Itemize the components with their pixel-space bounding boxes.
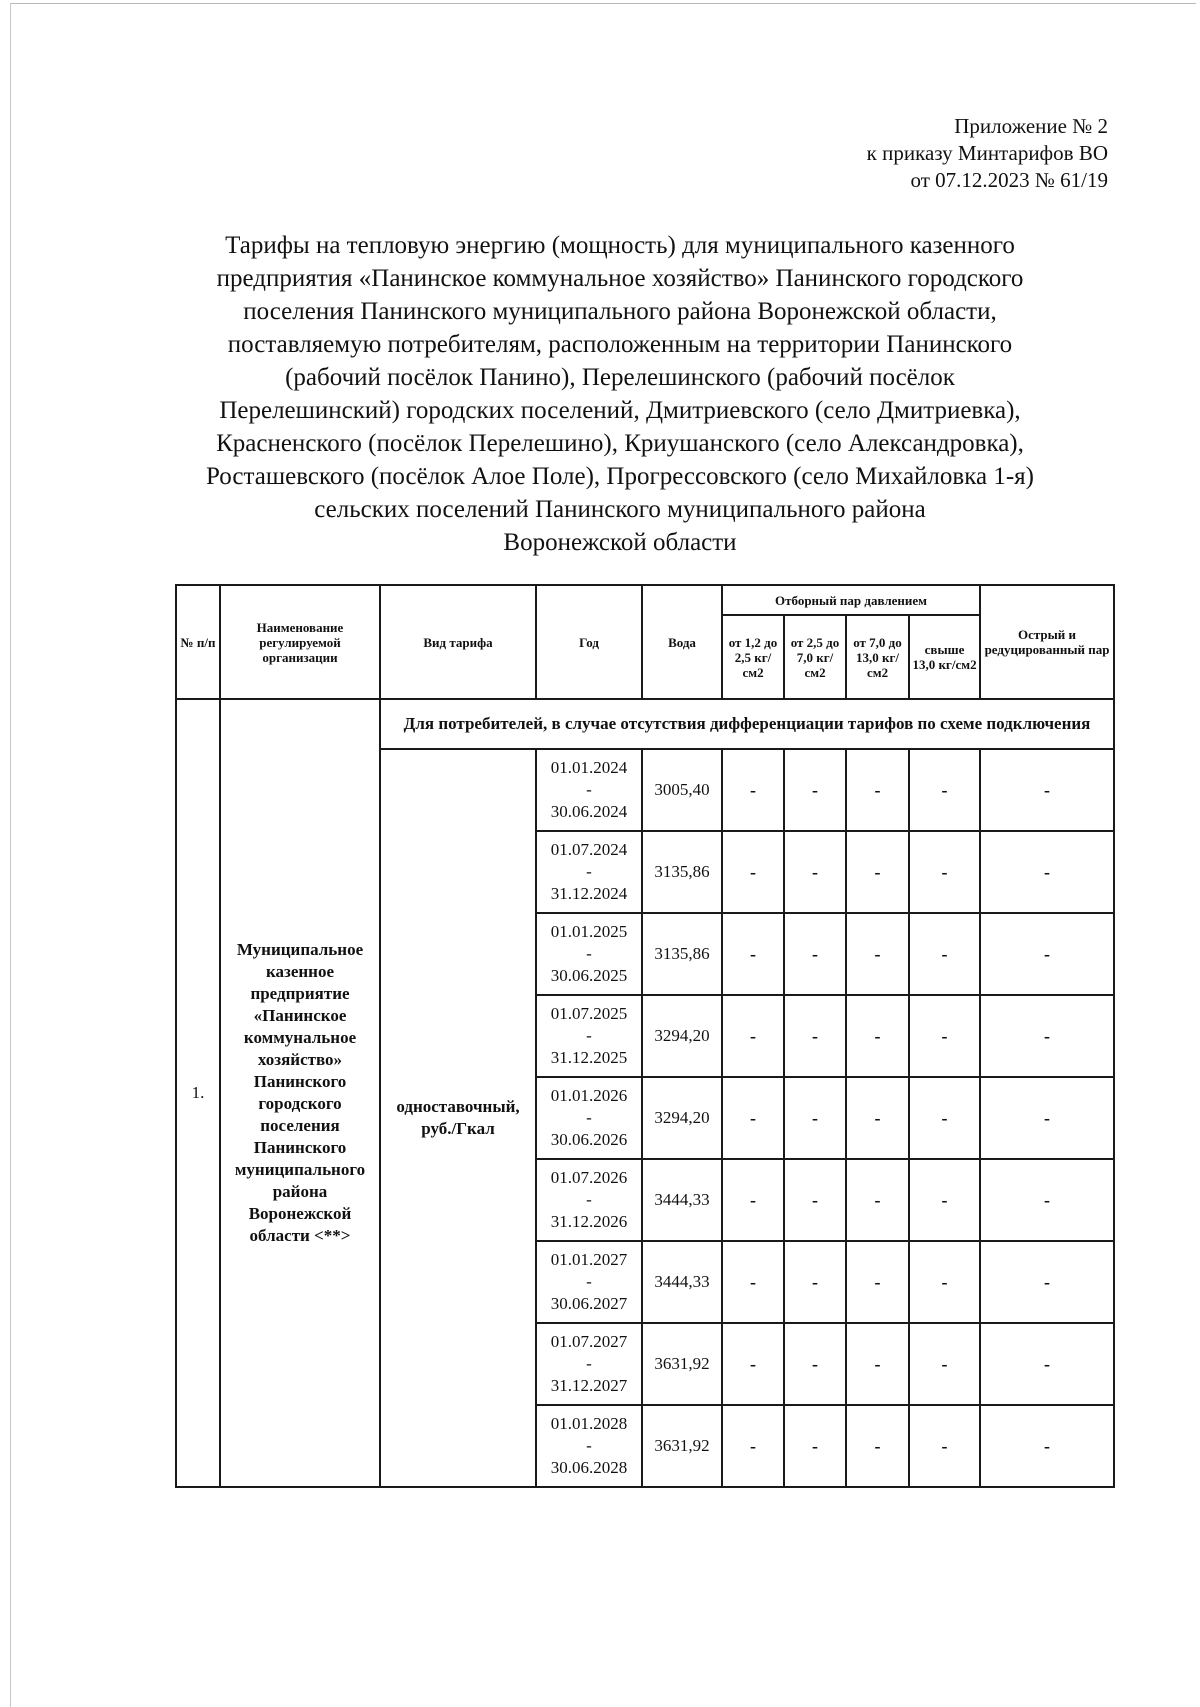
period-end: 30.06.2024 (550, 802, 628, 821)
steam-3-value: - (846, 1159, 909, 1241)
tariff-table (175, 584, 1115, 1488)
period-start: 01.07.2026 (550, 1168, 628, 1187)
sharp-steam-value: - (980, 1077, 1114, 1159)
steam-3-value: - (846, 913, 909, 995)
sharp-steam-value: - (980, 831, 1114, 913)
period-cell (536, 1077, 642, 1159)
water-tariff: 3631,92 (642, 1323, 722, 1405)
steam-4-value: - (909, 1405, 980, 1487)
steam-3-value: - (846, 749, 909, 831)
header-steam-1-2-5: от 1,2 до 2,5 кг/см2 (722, 615, 784, 699)
period-end: 31.12.2026 (550, 1212, 628, 1231)
steam-3-value: - (846, 1077, 909, 1159)
period-end: 30.06.2025 (550, 966, 628, 985)
water-tariff: 3135,86 (642, 831, 722, 913)
steam-3-value: - (846, 831, 909, 913)
title-line: Красненского (посёлок Перелешино), Криушанского (село Александровка), (216, 430, 1024, 457)
steam-2-value: - (784, 831, 846, 913)
period-separator: - (586, 1190, 592, 1209)
period-separator: - (586, 862, 592, 881)
period-cell (536, 1159, 642, 1241)
period-end: 30.06.2027 (550, 1294, 628, 1313)
period-end: 30.06.2026 (550, 1130, 628, 1149)
period-start: 01.07.2027 (550, 1332, 628, 1351)
period-cell (536, 913, 642, 995)
steam-2-value: - (784, 1323, 846, 1405)
document-title (150, 229, 1090, 559)
period-cell (536, 1323, 642, 1405)
period-cell (536, 831, 642, 913)
header-steam-2-5-7: от 2,5 до 7,0 кг/см2 (784, 615, 846, 699)
steam-2-value: - (784, 1159, 846, 1241)
header-steam-over-13: свыше 13,0 кг/см2 (909, 615, 980, 699)
sharp-steam-value: - (980, 1241, 1114, 1323)
steam-4-value: - (909, 1077, 980, 1159)
appendix-line-2: к приказу Минтарифов ВО (866, 141, 1108, 165)
steam-4-value: - (909, 1159, 980, 1241)
header-steam-7-13: от 7,0 до 13,0 кг/см2 (846, 615, 909, 699)
title-line: Тарифы на тепловую энергию (мощность) для муниципального казенного (225, 232, 1015, 259)
header-water: Вода (642, 585, 722, 699)
header-sharp-steam: Острый и редуцированный пар (980, 585, 1114, 699)
sharp-steam-value: - (980, 1323, 1114, 1405)
row-number: 1. (176, 699, 220, 1487)
period-start: 01.01.2026 (550, 1086, 628, 1105)
period-end: 31.12.2024 (550, 884, 628, 903)
period-separator: - (586, 1436, 592, 1455)
steam-1-value: - (722, 1405, 784, 1487)
header-tariff-type: Вид тарифа (380, 585, 536, 699)
period-start: 01.07.2025 (550, 1004, 628, 1023)
sharp-steam-value: - (980, 995, 1114, 1077)
steam-4-value: - (909, 913, 980, 995)
steam-1-value: - (722, 995, 784, 1077)
appendix-line-1: Приложение № 2 (954, 114, 1108, 138)
steam-1-value: - (722, 831, 784, 913)
period-separator: - (586, 1108, 592, 1127)
steam-3-value: - (846, 1323, 909, 1405)
period-start: 01.01.2027 (550, 1250, 628, 1269)
sharp-steam-value: - (980, 1159, 1114, 1241)
period-cell (536, 995, 642, 1077)
steam-4-value: - (909, 1241, 980, 1323)
period-start: 01.01.2024 (550, 758, 628, 777)
period-start: 01.07.2024 (550, 840, 628, 859)
sharp-steam-value: - (980, 749, 1114, 831)
steam-2-value: - (784, 913, 846, 995)
period-separator: - (586, 780, 592, 799)
title-line: поставляемую потребителям, расположенным на территории Панинского (227, 331, 1013, 358)
period-separator: - (586, 1026, 592, 1045)
title-line: Воронежской области (503, 529, 737, 556)
period-separator: - (586, 1272, 592, 1291)
period-end: 30.06.2028 (550, 1458, 628, 1477)
tariff-type: одноставочный, руб./Гкал (380, 749, 536, 1487)
steam-1-value: - (722, 913, 784, 995)
water-tariff: 3294,20 (642, 1077, 722, 1159)
period-start: 01.01.2025 (550, 922, 628, 941)
period-start: 01.01.2028 (550, 1414, 628, 1433)
sharp-steam-value: - (980, 913, 1114, 995)
period-cell (536, 749, 642, 831)
steam-2-value: - (784, 1077, 846, 1159)
water-tariff: 3444,33 (642, 1241, 722, 1323)
steam-2-value: - (784, 749, 846, 831)
water-tariff: 3631,92 (642, 1405, 722, 1487)
steam-3-value: - (846, 995, 909, 1077)
steam-4-value: - (909, 1323, 980, 1405)
steam-2-value: - (784, 1241, 846, 1323)
title-line: поселения Панинского муниципального района Воронежской области, (243, 298, 997, 325)
appendix-line-3: от 07.12.2023 № 61/19 (910, 168, 1108, 192)
steam-3-value: - (846, 1241, 909, 1323)
title-line: Росташевского (посёлок Алое Поле), Прогрессовского (село Михайловка 1-я) (206, 463, 1034, 490)
steam-2-value: - (784, 995, 846, 1077)
title-line: Перелешинский) городских поселений, Дмитриевского (село Дмитриевка), (219, 397, 1021, 424)
title-line: предприятия «Панинское коммунальное хозяйство» Панинского городского (216, 265, 1024, 292)
steam-4-value: - (909, 831, 980, 913)
period-end: 31.12.2025 (550, 1048, 628, 1067)
steam-1-value: - (722, 1159, 784, 1241)
steam-4-value: - (909, 749, 980, 831)
header-year: Год (536, 585, 642, 699)
steam-4-value: - (909, 995, 980, 1077)
appendix-reference (867, 113, 1108, 194)
period-cell (536, 1241, 642, 1323)
period-separator: - (586, 944, 592, 963)
water-tariff: 3444,33 (642, 1159, 722, 1241)
organization-name: Муниципальное казенное предприятие «Панинское коммунальное хозяйство» Панинского городского поселения Панинского муниципального района Воронежской области <**> (220, 699, 380, 1487)
water-tariff: 3294,20 (642, 995, 722, 1077)
period-end: 31.12.2027 (550, 1376, 628, 1395)
sharp-steam-value: - (980, 1405, 1114, 1487)
title-line: (рабочий посёлок Панино), Перелешинского (рабочий посёлок (285, 364, 955, 391)
section-note: Для потребителей, в случае отсутствия дифференциации тарифов по схеме подключения (380, 699, 1114, 749)
title-line: сельских поселений Панинского муниципального района (314, 496, 926, 523)
period-cell (536, 1405, 642, 1487)
scan-edge-left (10, 3, 11, 1707)
steam-2-value: - (784, 1405, 846, 1487)
scan-edge-top (10, 3, 1196, 4)
steam-1-value: - (722, 1077, 784, 1159)
header-steam-group: Отборный пар давлением (722, 585, 980, 615)
period-separator: - (586, 1354, 592, 1373)
steam-3-value: - (846, 1405, 909, 1487)
steam-1-value: - (722, 1241, 784, 1323)
header-number: № п/п (176, 585, 220, 699)
steam-1-value: - (722, 1323, 784, 1405)
steam-1-value: - (722, 749, 784, 831)
header-organization: Наименование регулируемой организации (220, 585, 380, 699)
water-tariff: 3005,40 (642, 749, 722, 831)
water-tariff: 3135,86 (642, 913, 722, 995)
